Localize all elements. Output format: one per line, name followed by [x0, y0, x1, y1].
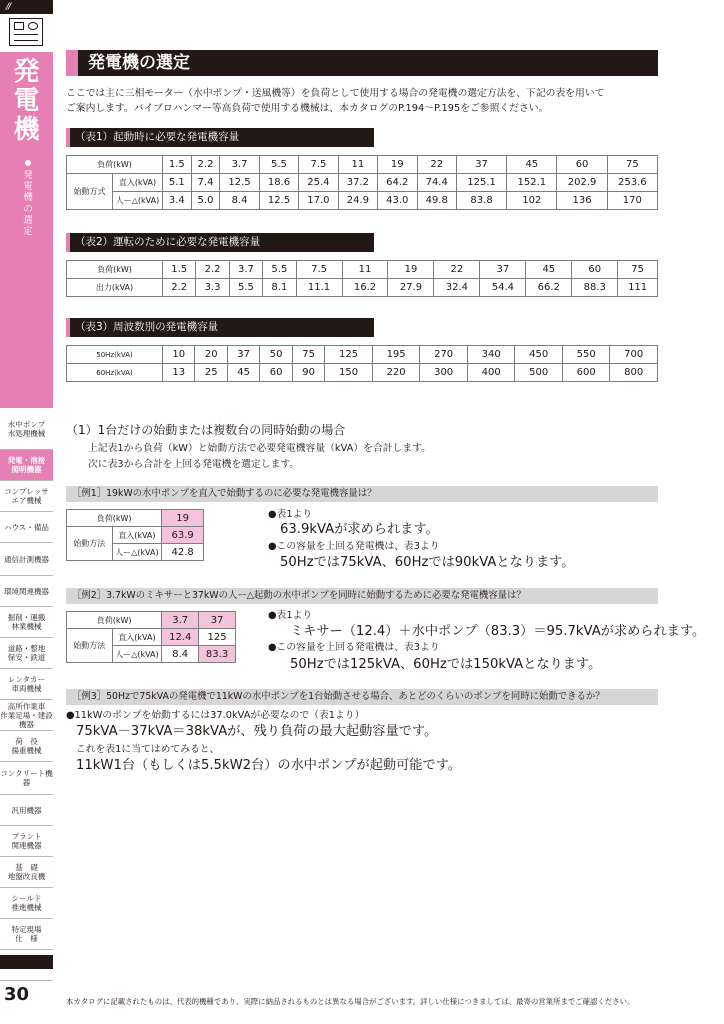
table-cell: 136	[557, 192, 607, 210]
example2-result: 50Hzでは125kVA、60Hzでは150kVAとなります。	[290, 657, 602, 672]
direct-label: 直入(kVA)	[113, 174, 163, 192]
example3-line: ●11kWのポンプを始動するには37.0kVAが必要なので（表1より）	[66, 710, 365, 721]
table-cell: 20	[195, 346, 227, 364]
table-cell: 60	[260, 364, 292, 382]
direct-label: 直入(kVA)	[112, 527, 162, 544]
direct-value: 125	[199, 629, 236, 646]
table-cell: 75	[618, 261, 658, 279]
table-cell: 45	[227, 364, 259, 382]
case1-line: 上記表1から負荷（kW）と始動方法で必要発電機容量（kVA）を合計します。	[88, 443, 431, 454]
table-cell: 50	[260, 346, 292, 364]
stardelta-value: 83.3	[199, 646, 236, 663]
sidebar-nav-item[interactable]: 発電・溶接 照明機器	[0, 450, 53, 481]
hz60-label: 60Hz(kVA)	[67, 364, 163, 382]
table-cell: 5.5	[259, 156, 298, 174]
table-row	[67, 364, 658, 382]
stardelta-label: 人ー△(kVA)	[112, 544, 162, 561]
table-cell: 5.1	[163, 174, 192, 192]
table-cell: 5.5	[229, 279, 262, 297]
table-cell: 75	[292, 346, 324, 364]
table-cell: 195	[372, 346, 420, 364]
table-cell: 12.5	[259, 192, 298, 210]
table-cell: 37	[456, 156, 506, 174]
example1-table	[66, 509, 204, 561]
category-subtitle: 発 電 機 の 選 定	[23, 170, 33, 238]
table-cell: 170	[607, 192, 657, 210]
sidebar-top-bar	[0, 0, 53, 14]
table-cell: 8.1	[263, 279, 296, 297]
table-row	[67, 192, 658, 210]
method-label: 始動方式	[67, 174, 113, 210]
sidebar-nav-item[interactable]: 基 礎 地盤改良機	[0, 857, 53, 888]
table-cell: 10	[163, 346, 195, 364]
table-cell: 64.2	[378, 174, 417, 192]
table-row	[67, 510, 204, 527]
sidebar-nav-item[interactable]: シールド 推進機械	[0, 888, 53, 919]
sidebar-nav-item[interactable]: コンクリート機器	[0, 762, 53, 795]
sidebar-nav-item[interactable]: 通信計測機器	[0, 543, 53, 576]
example2-note: ●この容量を上回る発電機は、表3より	[268, 642, 440, 653]
load-label: 負荷(kW)	[67, 612, 162, 629]
table-cell: 253.6	[607, 174, 657, 192]
table-cell: 66.2	[526, 279, 572, 297]
table-cell: 220	[372, 364, 420, 382]
table-row	[67, 156, 658, 174]
table-cell: 11	[342, 261, 388, 279]
table-cell: 3.4	[163, 192, 192, 210]
table-cell: 125.1	[456, 174, 506, 192]
example3-result: 75kVA－37kVA＝38kVAが、残り負荷の最大起動容量です。	[76, 724, 438, 739]
table-cell: 37	[227, 346, 259, 364]
lightning-icon: //	[6, 2, 11, 12]
table-cell: 300	[420, 364, 468, 382]
table-cell: 7.4	[191, 174, 220, 192]
load-value: 3.7	[162, 612, 199, 629]
table-cell: 37.2	[338, 174, 377, 192]
sidebar-nav-item[interactable]: レンタカー 車両機械	[0, 669, 53, 700]
table-cell: 1.5	[163, 261, 196, 279]
sidebar-nav-item[interactable]: コンプレッサ エア機械	[0, 481, 53, 512]
load-label: 負荷(kW)	[67, 156, 163, 174]
method-label: 始動方法	[67, 629, 113, 663]
load-value: 37	[199, 612, 236, 629]
table-cell: 150	[325, 364, 373, 382]
table-cell: 340	[467, 346, 515, 364]
table-cell: 500	[515, 364, 563, 382]
bullet-icon	[25, 160, 31, 166]
table-cell: 60	[557, 156, 607, 174]
case1-line: 次に表3から合計を上回る発電機を選定します。	[88, 459, 300, 470]
category-nav	[0, 408, 53, 981]
table-cell: 45	[526, 261, 572, 279]
example2-note: ●表1より	[268, 610, 313, 621]
table-cell: 7.5	[299, 156, 338, 174]
category-title: 発 電 機	[13, 57, 40, 145]
sidebar-nav-item[interactable]: 掘削・運搬 林業機械	[0, 607, 53, 638]
stardelta-value: 8.4	[162, 646, 199, 663]
table-row	[67, 527, 204, 544]
intro-text	[66, 86, 658, 116]
table-cell: 54.4	[480, 279, 526, 297]
sidebar-nav-item[interactable]: 汎用機器	[0, 795, 53, 826]
sidebar	[0, 0, 53, 1024]
table-row	[67, 261, 658, 279]
table2-heading-bar	[66, 233, 374, 252]
example3-line: これを表1に当てはめてみると、	[76, 744, 220, 755]
sidebar-nav-item[interactable]: プラント 関連機器	[0, 826, 53, 857]
table-cell: 3.7	[220, 156, 259, 174]
page-title-bar	[66, 50, 658, 76]
direct-value: 63.9	[162, 527, 204, 544]
table-cell: 25	[195, 364, 227, 382]
table-cell: 550	[562, 346, 610, 364]
table1-heading: （表1）起動時に必要な発電機容量	[75, 131, 240, 143]
table-cell: 17.0	[299, 192, 338, 210]
table-cell: 5.0	[191, 192, 220, 210]
table-cell: 8.4	[220, 192, 259, 210]
table-cell: 22	[434, 261, 480, 279]
table-cell: 60	[572, 261, 618, 279]
example2-table	[66, 611, 236, 663]
table-cell: 2.2	[191, 156, 220, 174]
output-label: 出力(kVA)	[67, 279, 163, 297]
table-cell: 18.6	[259, 174, 298, 192]
table-cell: 45	[507, 156, 557, 174]
table3-heading-bar	[66, 318, 374, 337]
sidebar-nav-item[interactable]: ハウス・備品	[0, 512, 53, 543]
sidebar-nav-item[interactable]: 特定現場 仕 様	[0, 919, 53, 950]
table-cell: 202.9	[557, 174, 607, 192]
case1-heading: （1）1台だけの始動または複数台の同時始動の場合	[66, 423, 346, 437]
table-cell: 600	[562, 364, 610, 382]
table-cell: 3.7	[229, 261, 262, 279]
table2-heading: （表2）運転のために必要な発電機容量	[75, 236, 261, 248]
example1-note: ●この容量を上回る発電機は、表3より	[268, 541, 440, 552]
sidebar-nav-item[interactable]: 水中ポンプ 水処理機械	[0, 408, 53, 450]
example2-result: ミキサー（12.4）＋水中ポンプ（83.3）＝95.7kVAが求められます。	[290, 624, 706, 639]
table-cell: 83.8	[456, 192, 506, 210]
sidebar-nav-item[interactable]: 高所作業車 作業足場・建設機器	[0, 700, 53, 731]
table2	[66, 260, 658, 297]
sidebar-bottom-bar	[0, 955, 53, 969]
example1-note: ●表1より	[268, 509, 313, 520]
load-label: 負荷(kW)	[67, 261, 163, 279]
table-cell: 13	[163, 364, 195, 382]
sidebar-nav-item[interactable]: 道路・整地 保安・鉄道	[0, 638, 53, 669]
intro-line: ご案内します。バイブロハンマー等高負荷で使用する機械は、本カタログのP.194～P.195をご参照ください。	[66, 103, 549, 114]
stardelta-value: 42.8	[162, 544, 204, 561]
example1-result: 50Hzでは75kVA、60Hzでは90kVAとなります。	[280, 555, 575, 570]
table-cell: 400	[467, 364, 515, 382]
table1-heading-bar	[66, 128, 374, 147]
table-cell: 2.2	[163, 279, 196, 297]
table-cell: 800	[610, 364, 658, 382]
table-cell: 16.2	[342, 279, 388, 297]
generator-icon	[9, 18, 43, 46]
table-cell: 43.0	[378, 192, 417, 210]
hz50-label: 50Hz(kVA)	[67, 346, 163, 364]
table-cell: 1.5	[163, 156, 192, 174]
table-cell: 7.5	[296, 261, 342, 279]
table-row	[67, 612, 236, 629]
table-cell: 11.1	[296, 279, 342, 297]
sidebar-nav-item[interactable]: 環境関連機器	[0, 576, 53, 607]
stardelta-label: 人ー△(kVA)	[112, 646, 162, 663]
table-cell: 49.8	[417, 192, 456, 210]
table-cell: 125	[325, 346, 373, 364]
load-value: 19	[162, 510, 204, 527]
load-label: 負荷(kW)	[67, 510, 162, 527]
table-row	[67, 629, 236, 646]
table-cell: 19	[378, 156, 417, 174]
table-cell: 11	[338, 156, 377, 174]
table-row	[67, 174, 658, 192]
table-cell: 270	[420, 346, 468, 364]
example3-result: 11kW1台（もしくは5.5kW2台）の水中ポンプが起動可能です。	[76, 758, 461, 773]
table-row	[67, 279, 658, 297]
table3-heading: （表3）周波数別の発電機容量	[75, 321, 219, 333]
table-cell: 3.3	[196, 279, 229, 297]
table-cell: 24.9	[338, 192, 377, 210]
table-cell: 25.4	[299, 174, 338, 192]
example2-title: ［例2］3.7kWのミキサーと37kWの人ー△起動の水中ポンプを同時に始動するために必要な発電機容量は？	[66, 588, 658, 604]
example1-result: 63.9kVAが求められます。	[280, 522, 439, 537]
table-cell: 75	[607, 156, 657, 174]
page-title: 発電機の選定	[88, 53, 190, 73]
direct-label: 直入(kVA)	[112, 629, 162, 646]
intro-line: ここでは主に三相モーター（水中ポンプ・送風機等）を負荷として使用する場合の発電機の選定方法を、下記の表を用いて	[66, 88, 605, 99]
table-cell: 27.9	[388, 279, 434, 297]
table-cell: 37	[480, 261, 526, 279]
table-cell: 152.1	[507, 174, 557, 192]
table-cell: 450	[515, 346, 563, 364]
table3	[66, 345, 658, 382]
table-cell: 2.2	[196, 261, 229, 279]
table-cell: 88.3	[572, 279, 618, 297]
example1-title: ［例1］19kWの水中ポンプを直入で始動するのに必要な発電機容量は？	[66, 486, 658, 502]
table-cell: 12.5	[220, 174, 259, 192]
table-cell: 90	[292, 364, 324, 382]
direct-value: 12.4	[162, 629, 199, 646]
table-cell: 74.4	[417, 174, 456, 192]
table1	[66, 155, 658, 210]
example3-title: ［例3］50Hzで75kVAの発電機で11kWの水中ポンプを1台始動させる場合、あとどのくらいのポンプを同時に始動できるか？	[66, 689, 658, 705]
table-row	[67, 346, 658, 364]
table-cell: 19	[388, 261, 434, 279]
page-number: 30	[4, 984, 30, 1005]
table-cell: 32.4	[434, 279, 480, 297]
table-cell: 111	[618, 279, 658, 297]
footer-disclaimer: 本カタログに記載されたものは、代表的機種であり、実際に納品されるものとは異なる場合がございます。詳しい仕様につきましては、最寄の営業所までご確認ください。	[66, 997, 635, 1006]
table-cell: 700	[610, 346, 658, 364]
table-cell: 5.5	[263, 261, 296, 279]
table-cell: 22	[417, 156, 456, 174]
table-cell: 102	[507, 192, 557, 210]
category-band	[0, 52, 53, 408]
stardelta-label: 人ー△(kVA)	[113, 192, 163, 210]
sidebar-nav-item[interactable]: 荷 役 揚重機械	[0, 731, 53, 762]
method-label: 始動方法	[67, 527, 113, 561]
